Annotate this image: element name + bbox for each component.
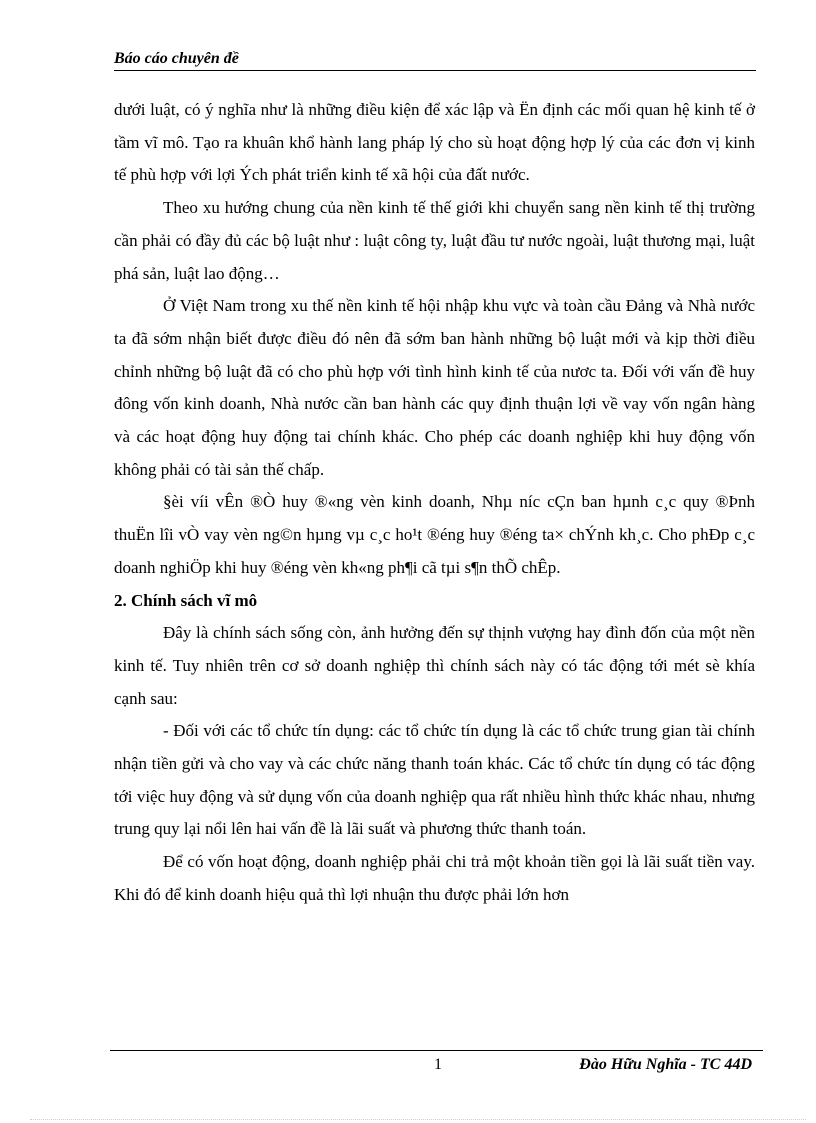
running-header: Báo cáo chuyên đề [114, 50, 239, 67]
footer-author: Đào Hữu Nghĩa - TC 44D [579, 1056, 752, 1073]
document-body [114, 94, 755, 912]
page-edge-divider [30, 1119, 806, 1120]
header-rule [114, 70, 756, 71]
paragraph-garbled-encoding: §èi víi vÊn ®Ò huy ®«ng vèn kinh doanh, Nhµ níc cÇn ban hµnh c¸c quy ®Þnh thuËn lîi vÒ vay vèn ng©n hµng vµ c¸c ho¹t ®éng huy ®éng ta× chÝnh kh¸c. Cho phÐp c¸c doanh nghiÖp khi huy ®éng vèn kh«ng ph¶i cã tµi s¶n thÕ chÊp. [114, 492, 755, 577]
paragraph: Theo xu hướng chung của nền kinh tế thế giới khi chuyển sang nền kinh tế thị trường cần phải có đầy đủ các bộ luật như : luật công ty, luật đầu tư nước ngoài, luật thương mại, luật phá sản, luật lao động… [114, 198, 755, 283]
paragraph: dưới luật, có ý nghĩa như là những điều kiện để xác lập và Ën định các mối quan hệ kinh tế ở tầm vĩ mô. Tạo ra khuân khổ hành lang pháp lý cho sù hoạt động hợp lý của các đơn vị kinh tế phù hợp với lợi Ých phát triển kinh tế xã hội của đất nước. [114, 100, 755, 185]
paragraph: Ở Việt Nam trong xu thế nền kinh tế hội nhập khu vực và toàn cầu Đảng và Nhà nước ta đã sớm nhận biết được điều đó nên đã sớm ban hành những bộ luật mới và kịp thời điều chỉnh những bộ luật đã có cho phù hợp với tình hình kinh tế của nươc ta. Đối với vấn đề huy đông vốn kinh doanh, Nhà nước cần ban hành các quy định thuận lợi về vay vốn ngân hàng và các hoạt động huy động tai chính khác. Cho phép các doanh nghiệp khi huy động vốn không phải có tài sản thế chấp. [114, 296, 755, 479]
paragraph: Đây là chính sách sống còn, ảnh hưởng đến sự thịnh vượng hay đình đốn của một nền kinh tế. Tuy nhiên trên cơ sở doanh nghiệp thì chính sách này có tác động tới mét sè khía cạnh sau: [114, 623, 755, 708]
footer-rule [110, 1050, 763, 1051]
section-heading: 2. Chính sách vĩ mô [114, 590, 258, 610]
page-number: 1 [434, 1056, 442, 1073]
paragraph: Để có vốn hoạt động, doanh nghiệp phải chi trả một khoản tiền gọi là lãi suất tiền vay. Khi đó để kinh doanh hiệu quả thì lợi nhuận thu được phải lớn hơn [114, 852, 755, 904]
paragraph: - Đối với các tổ chức tín dụng: các tổ chức tín dụng là các tổ chức trung gian tài chính nhận tiền gửi và cho vay và các chức năng thanh toán khác. Các tổ chức tín dụng có tác động tới việc huy động và sử dụng vốn của doanh nghiệp qua rất nhiều hình thức khác nhau, nhưng trung quy lại nổi lên hai vấn đề là lãi suất và phương thức thanh toán. [114, 721, 755, 839]
